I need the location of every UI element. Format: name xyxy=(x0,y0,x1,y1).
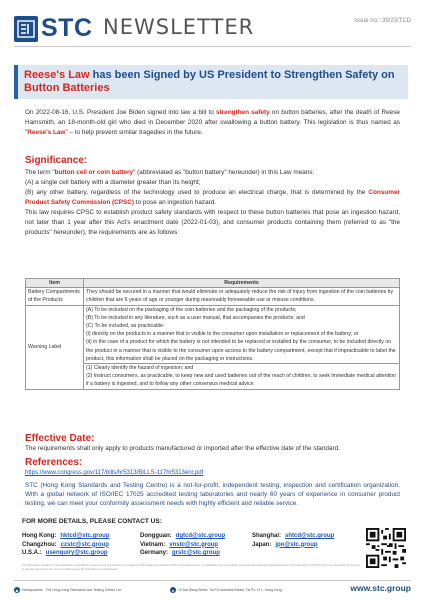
logo-text: STC xyxy=(41,14,93,42)
footer-address xyxy=(170,587,282,593)
term-highlight: button cell or coin battery xyxy=(54,169,134,176)
headline-part-3: Button Batteries xyxy=(24,82,110,94)
table-cell-requirement: They should be secured in a manner that would eliminate or adequately reduce the risk of injury from ingestion of the coin batteries by children that are 6 years of age or younger during reasonably foreseeable use or misuse conditions. xyxy=(84,288,400,305)
contact-label: Germany: xyxy=(140,550,169,556)
qr-code-icon[interactable] xyxy=(366,528,406,568)
stc-logo xyxy=(14,14,93,43)
effective-date-heading: Effective Date: xyxy=(25,433,95,444)
table-cell-requirement xyxy=(84,305,400,363)
contact-label: Dongguan: xyxy=(140,533,172,539)
contact-heading: FOR MORE DETAILS, PLEASE CONTACT US: xyxy=(22,518,162,525)
intro-text-2: on button batteries, after the death of Reese Hamsmith, an 18-month-old girl who died in December 2020 after swallowing a button battery. This legislation is thus named as " xyxy=(25,109,400,136)
definition-a: (A) a single cell battery with a diameter greater than its height; xyxy=(25,179,201,186)
headline-title xyxy=(24,69,404,95)
footer-headquarters xyxy=(14,587,122,593)
requirements-table xyxy=(25,278,400,390)
newsletter-header xyxy=(0,0,425,50)
contact-label: U.S.A.: xyxy=(22,550,42,556)
contact-email-link[interactable]: grstc@stc.group xyxy=(172,550,220,556)
contact-email-link[interactable]: czstc@stc.group xyxy=(60,541,109,548)
contact-email-link[interactable]: jpo@stc.group xyxy=(275,541,318,548)
contact-vietnam xyxy=(140,541,252,550)
headline-banner xyxy=(14,65,408,99)
contact-changzhou xyxy=(22,541,140,550)
intro-text-1: On 2022-08-16, U.S. President Joe Biden signed into law a bill to xyxy=(25,109,216,116)
contact-grid xyxy=(22,532,334,558)
building-icon: ■ xyxy=(15,587,19,593)
requirement-line: (1) Clearly identify the hazard of ingestion; and xyxy=(86,365,194,372)
requirement-line: (2) Instruct consumers, as practicable, to keep new and used batteries out of the reach of children, to seek immediate medical attention if a battery is ingested, and to follow any other consensus medical advice. xyxy=(86,373,396,388)
requirement-line: (i) directly on the products in a manner that is visible to the consumer upon installation or replacement of the battery; or xyxy=(86,331,359,338)
about-stc-paragraph: STC (Hong Kong Standards and Testing Centre) is a not-for-profit, independent testing, inspection and certification organization. With a global network of ISO/IEC 17025 accredited testing laboratories and nearly 60 years of experience in consumer product testing, we can meet your conformity assessment needs with highly efficient and reliable service. xyxy=(25,482,400,507)
table-header-row xyxy=(26,279,400,288)
banner-accent-bar xyxy=(14,65,18,99)
newsletter-title: NEWSLETTER xyxy=(103,15,255,39)
footer-divider xyxy=(14,580,411,581)
contact-email-link[interactable]: dgtcd@stc.group xyxy=(175,533,226,539)
contact-row xyxy=(22,532,334,541)
stc-emblem-icon xyxy=(17,20,35,38)
table-cell-item: Battery Compartments of the Products xyxy=(26,288,84,305)
contact-email-link[interactable]: usenquiry@stc.group xyxy=(45,550,108,556)
term-text-2: " (abbreviated as "button battery" hereunder) in this Law means: xyxy=(133,169,315,176)
references-heading: References: xyxy=(25,457,83,468)
table-cell-requirement xyxy=(84,364,400,390)
page-footer xyxy=(0,580,425,600)
headline-part-1: Reese's Law xyxy=(24,69,90,81)
location-pin-icon: ● xyxy=(171,587,175,593)
reference-link[interactable]: https://www.congress.gov/117/bills/hr5313/BILLS-117hr5313enr.pdf xyxy=(25,470,204,476)
contact-germany xyxy=(140,549,252,558)
headquarters-text: Headquarters - The Hong Kong Standards and Testing Centre Ltd. xyxy=(22,588,122,592)
definition-b xyxy=(25,188,400,208)
significance-heading: Significance: xyxy=(25,155,88,166)
intro-paragraph xyxy=(25,108,400,138)
disclaimer-text: The information contained in this newsletter is intended for reference only and should not be regarded as the legal interpretation of STC or the requirements. It is advisable that you carefully read and understand the original document of any legislation, and STC will not be responsible for any loss or damage arising from the use of or reliance upon the information contained herein. xyxy=(22,564,361,571)
requirement-line: (B) To be included in any literature, such as a user manual, that accompanies the products; and xyxy=(86,314,305,321)
column-header-requirements: Requirements xyxy=(84,279,400,288)
contact-label: Japan: xyxy=(252,541,272,548)
def-b-text-2: to pose an ingestion hazard. xyxy=(134,199,217,206)
table-row xyxy=(26,305,400,363)
headline-part-2: has been Signed by US President to Strengthen Safety on xyxy=(89,69,395,81)
contact-row xyxy=(22,549,334,558)
header-divider xyxy=(14,46,411,47)
issue-number: Issue no.: 39/23/TCD xyxy=(354,18,411,24)
contact-label: Changzhou: xyxy=(22,541,57,548)
contact-email-link[interactable]: shtcd@stc.group xyxy=(285,533,335,539)
contact-row xyxy=(22,541,334,550)
contact-hong-kong xyxy=(22,532,140,541)
contact-usa xyxy=(22,549,140,558)
table-cell-item: Warning Label xyxy=(26,305,84,389)
table-row xyxy=(26,288,400,305)
address-text: 10 Dai Wang Street, Tai Po Industrial Estate, Tai Po, N.T., Hong Kong xyxy=(178,588,282,592)
significance-paragraph xyxy=(25,168,400,238)
contact-shanghai xyxy=(252,532,334,541)
requirement-line: (C) To be included, as practicable: xyxy=(86,323,165,330)
def-b-text-1: (B) any other battery, regardless of the technology used to produce an electrical charge, that is determined by the xyxy=(25,189,369,196)
requirement-line: (A) To be included on the packaging of the coin batteries and the packaging of the products; xyxy=(86,306,297,313)
intro-highlight-1: strengthen safety xyxy=(215,109,270,116)
website-link[interactable]: www.stc.group xyxy=(350,583,411,593)
contact-label: Vietnam: xyxy=(140,541,166,548)
contact-dongguan xyxy=(140,532,252,541)
column-header-item: Item xyxy=(26,279,84,288)
effective-date-text: The requirements shall only apply to products manufactured or imported after the effective date of the standard. xyxy=(25,445,340,452)
intro-text-3: " – to help prevent similar tragedies in the future. xyxy=(65,129,203,136)
requirement-line: (ii) in the case of a product for which the battery is not intended to be replaced or installed by the consumer, to be included directly on the product in a manner that is visible to the consumer upon access to the battery compartment, except that if impracticable to label the product, this information shall be placed on the packaging or instructions. xyxy=(86,339,396,362)
contact-japan xyxy=(252,541,318,550)
intro-highlight-2: Reese's Law xyxy=(27,129,66,136)
term-text-1: The term " xyxy=(25,169,55,176)
contact-email-link[interactable]: hktcd@stc.group xyxy=(60,533,110,539)
def-b-highlight: Consumer Product Safety Commission (CPSC) xyxy=(25,189,400,206)
stc-logo-mark xyxy=(14,16,38,42)
contact-label: Hong Kong: xyxy=(22,533,57,539)
contact-label: Shanghai: xyxy=(252,533,282,539)
contact-box xyxy=(14,516,411,578)
significance-term-line xyxy=(25,168,400,178)
contact-email-link[interactable]: vnstc@stc.group xyxy=(169,541,219,548)
requirements-intro: This law requires CPSC to establish product safety standards with respect to these button batteries that pose an ingestion hazard, not later than 1 year after this Act's enactment date (2022-01-03), and consumer products containing them (referred to as "the products" hereunder), the requirements are as follows: xyxy=(25,209,400,236)
